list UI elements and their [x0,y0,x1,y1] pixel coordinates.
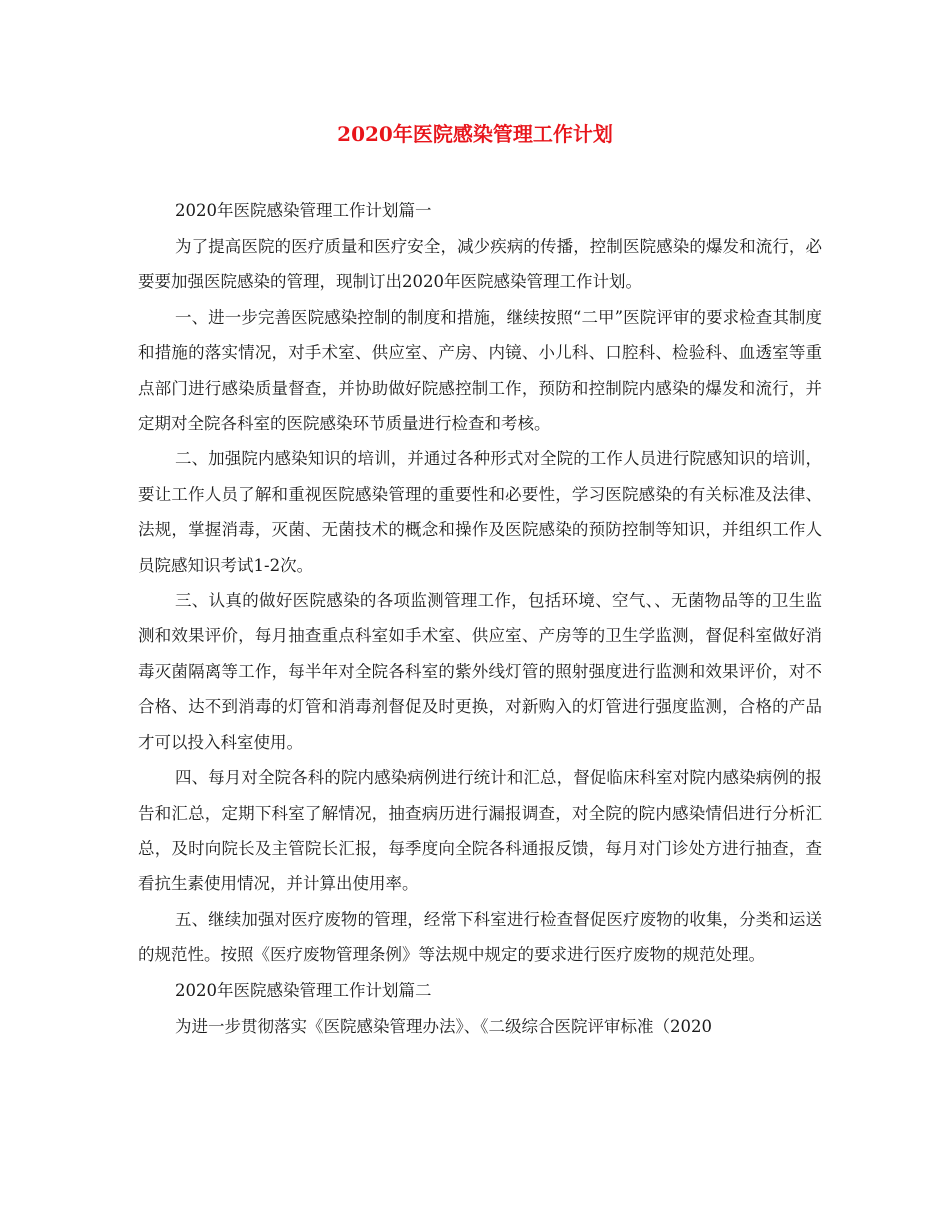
part2-intro: 为进一步贯彻落实《医院感染管理办法》、《二级综合医院评审标准（2020 [175,1016,712,1036]
paragraph-item-3: 三、认真的做好医院感染的各项监测管理工作，包括环境、空气、、无菌物品等的卫生监测和效果评价，每月抽查重点科室如手术室、供应室、产房等的卫生学监测，督促科室做好消毒灭菌隔离等工作，每半年对全院各科室的紫外线灯管的照射强度进行监测和效果评价，对不合格、达不到消毒的灯管和消毒剂督促及时更换，对新购入的灯管进行强度监测，合格的产品才可以投入科室使用。 [138,591,822,752]
document-title: 2020年医院感染管理工作计划 [337,122,613,146]
paragraph-item-1: 一、进一步完善医院感染控制的制度和措施，继续按照“二甲”医院评审的要求检查其制度和措施的落实情况，对手术室、供应室、产房、内镜、小儿科、口腔科、检验科、血透室等重点部门进行感染质量督查，并协助做好院感控制工作，预防和控制院内感染的爆发和流行，并定期对全院各科室的医院感染环节质量进行检查和考核。 [138,307,822,434]
paragraph-item-4: 四、每月对全院各科的院内感染病例进行统计和汇总，督促临床科室对院内感染病例的报告和汇总，定期下科室了解情况，抽查病历进行漏报调查，对全院的院内感染情侣进行分析汇总，及时向院长及主管院长汇报，每季度向全院各科通报反馈，每月对门诊处方进行抽查，查看抗生素使用情况，并计算出使用率。 [138,768,822,894]
paragraph-intro: 为了提高医院的医疗质量和医疗安全，减少疾病的传播，控制医院感染的爆发和流行，必要要加强医院感染的管理，现制订出2020年医院感染管理工作计划。 [138,237,822,292]
document-body [138,193,822,1044]
part2-heading: 2020年医院感染管理工作计划篇二 [175,980,432,1000]
paragraph-item-5: 五、继续加强对医疗废物的管理，经常下科室进行检查督促医疗废物的收集，分类和运送的规范性。按照《医疗废物管理条例》等法规中规定的要求进行医疗废物的规范处理。 [138,909,822,965]
part1-heading: 2020年医院感染管理工作计划篇一 [175,201,432,220]
paragraph-item-2: 二、加强院内感染知识的培训，并通过各种形式对全院的工作人员进行院感知识的培训，要让工作人员了解和重视医院感染管理的重要性和必要性，学习医院感染的有关标准及法律、法规，掌握消毒，灭菌、无菌技术的概念和操作及医院感染的预防控制等知识，并组织工作人员院感知识考试1-2次。 [138,449,822,575]
